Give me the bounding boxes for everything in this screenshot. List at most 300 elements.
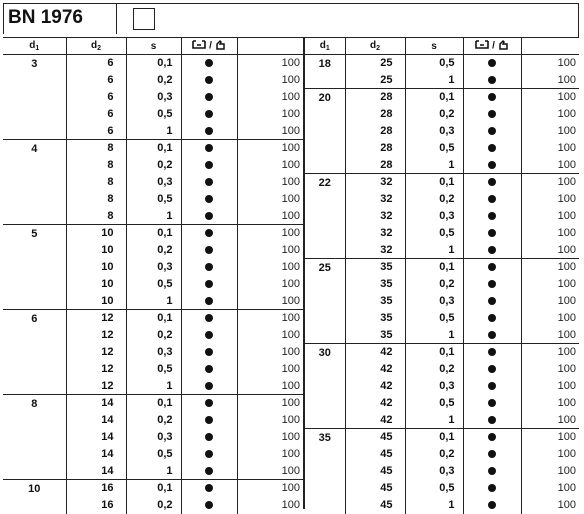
cell-availability [463,208,521,225]
cell-d2: 35 [345,327,405,344]
cell-d2: 28 [345,123,405,140]
header-qty [237,38,303,55]
table-row [305,276,579,293]
availability-dot-icon [205,280,213,288]
availability-dot-icon [205,399,213,407]
cell-availability [463,157,521,174]
cell-s: 0,2 [126,72,181,89]
cell-availability [181,497,237,514]
cell-availability [181,55,237,72]
cell-d2: 8 [66,191,126,208]
table-row [305,395,579,412]
cell-qty: 100 [281,74,300,86]
table-row [305,157,579,174]
availability-dot-icon [205,212,213,220]
header-packaging: / [463,38,521,55]
cell-d2: 32 [345,191,405,208]
availability-dot-icon [205,195,213,203]
cell-availability [181,72,237,89]
cell-d2: 14 [66,395,126,412]
cell-availability [463,293,521,310]
cell-s: 0,1 [126,395,181,412]
cell-d2: 14 [66,412,126,429]
header-s: s [405,38,463,55]
cell-d2: 10 [66,293,126,310]
cell-availability [181,361,237,378]
header-s: s [126,38,181,55]
cell-qty: 100 [281,464,300,477]
cell-availability [181,463,237,480]
cell-availability [463,55,521,72]
cell-qty: 100 [281,193,300,205]
cell-qty: 100 [521,259,579,276]
cell-d2: 45 [345,497,405,514]
cell-qty: 100 [557,397,576,409]
cell-availability [181,327,237,344]
cell-s: 0,3 [126,89,181,106]
header-d1: $d_1$ [3,38,66,55]
cell-s: 1 [126,293,181,310]
availability-dot-icon [205,178,213,186]
cell-d2: 14 [66,463,126,480]
cell-d2: 42 [345,378,405,395]
availability-dot-icon [488,399,496,407]
cell-d2: 45 [345,463,405,480]
cell-d1: 35 [305,429,345,514]
cell-availability [181,412,237,429]
cell-qty: 100 [281,431,300,443]
cell-s: 0,2 [126,157,181,174]
availability-dot-icon [488,110,496,118]
cell-availability [181,259,237,276]
cell-s: 1 [126,463,181,480]
cell-availability [181,378,237,395]
cell-availability [463,344,521,361]
cell-s: 0,5 [405,480,463,497]
availability-dot-icon [488,161,496,169]
hand-icon [498,39,509,53]
cell-qty: 100 [521,429,579,446]
availability-dot-icon [205,127,213,135]
cell-s: 0,1 [405,429,463,446]
cell-s: 0,3 [405,293,463,310]
cell-s: 0,3 [126,259,181,276]
availability-dot-icon [488,348,496,356]
cell-qty: 100 [557,295,576,307]
cell-qty: 100 [557,380,576,392]
cell-d2: 12 [66,361,126,378]
availability-dot-icon [205,331,213,339]
cell-s: 0,5 [126,446,181,463]
cell-s: 1 [405,242,463,259]
cell-s: 0,5 [405,310,463,327]
availability-dot-icon [488,280,496,288]
cell-s: 0,5 [126,361,181,378]
table-row [305,327,579,344]
cell-qty: 100 [557,243,576,256]
cell-s: 0,5 [405,395,463,412]
availability-dot-icon [488,246,496,254]
cell-qty: 100 [557,142,576,154]
table-row [305,463,579,480]
availability-dot-icon [205,314,213,322]
header-d2: $d_2$ [66,38,126,55]
cell-s: 0,5 [405,140,463,157]
cell-qty: 100 [281,448,300,460]
cell-s: 1 [405,412,463,429]
cell-d2: 25 [345,72,405,89]
availability-dot-icon [488,501,496,509]
cell-qty: 100 [237,140,303,157]
cell-s: 0,1 [126,480,181,497]
cell-s: 0,1 [405,174,463,191]
cell-d2: 42 [345,361,405,378]
cell-s: 1 [405,157,463,174]
availability-dot-icon [488,331,496,339]
availability-dot-icon [205,382,213,390]
table-row [305,208,579,225]
cell-availability [463,497,521,514]
cell-availability [463,242,521,259]
cell-d2: 6 [66,106,126,123]
cell-availability [463,327,521,344]
cell-s: 0,1 [405,344,463,361]
cell-s: 0,1 [405,259,463,276]
table-row [305,412,579,429]
cell-qty: 100 [281,294,300,307]
cell-availability [463,361,521,378]
cell-d1: 20 [305,89,345,174]
table-row [305,293,579,310]
cell-availability [181,395,237,412]
availability-dot-icon [205,501,213,509]
cell-qty: 100 [281,278,300,290]
cell-availability [181,225,237,242]
availability-dot-icon [205,76,213,84]
cell-s: 0,2 [405,106,463,123]
cell-qty: 100 [557,278,576,290]
table-row [305,497,579,514]
availability-dot-icon [205,467,213,475]
table-row [305,140,579,157]
availability-dot-icon [488,76,496,84]
cell-s: 0,2 [405,276,463,293]
cell-s: 0,2 [126,242,181,259]
availability-dot-icon [488,297,496,305]
availability-dot-icon [205,484,213,492]
cell-s: 0,2 [405,191,463,208]
header-qty [521,38,579,55]
cell-availability [463,191,521,208]
cell-qty: 100 [281,124,300,137]
cell-qty: 100 [237,55,303,72]
cell-qty: 100 [281,261,300,273]
table-row [3,55,303,72]
table-row [305,55,579,72]
header-right-rule [578,3,579,37]
cell-d1: 18 [305,55,345,89]
availability-dot-icon [205,433,213,441]
cell-d2: 12 [66,310,126,327]
cell-availability [463,310,521,327]
cell-availability [463,446,521,463]
cell-availability [181,310,237,327]
cell-qty: 100 [521,344,579,361]
availability-dot-icon [488,484,496,492]
cell-qty: 100 [557,227,576,239]
cell-d2: 45 [345,480,405,497]
cell-qty: 100 [557,108,576,120]
cell-qty: 100 [281,379,300,392]
availability-dot-icon [488,365,496,373]
table-row [305,72,579,89]
cell-d2: 32 [345,242,405,259]
table-row [305,225,579,242]
cell-qty: 100 [281,209,300,222]
cell-d2: 25 [345,55,405,72]
availability-dot-icon [205,450,213,458]
cell-s: 0,1 [126,225,181,242]
cell-s: 0,3 [405,208,463,225]
cell-d2: 6 [66,55,126,72]
cell-qty: 100 [281,108,300,120]
cell-qty: 100 [557,363,576,375]
cell-d2: 16 [66,497,126,514]
table-row [305,191,579,208]
cell-d2: 6 [66,89,126,106]
cell-d2: 8 [66,140,126,157]
cell-d2: 12 [66,327,126,344]
availability-dot-icon [488,263,496,271]
cell-d2: 14 [66,429,126,446]
cell-s: 1 [405,327,463,344]
availability-dot-icon [205,144,213,152]
cell-s: 0,1 [126,55,181,72]
cell-availability [181,174,237,191]
cell-d2: 28 [345,140,405,157]
availability-dot-icon [488,59,496,67]
cell-availability [181,293,237,310]
cell-availability [463,378,521,395]
cell-availability [181,106,237,123]
cell-qty: 100 [557,413,576,426]
table-header-row [3,38,303,55]
availability-dot-icon [205,365,213,373]
cell-availability [181,344,237,361]
availability-dot-icon [488,229,496,237]
cell-d2: 42 [345,412,405,429]
cell-d1: 4 [3,140,66,225]
cell-qty: 100 [237,225,303,242]
cell-s: 0,5 [405,225,463,242]
cell-availability [181,429,237,446]
cell-d1: 8 [3,395,66,480]
cell-d2: 8 [66,208,126,225]
cell-d2: 32 [345,174,405,191]
cell-d1: 5 [3,225,66,310]
cell-availability [463,72,521,89]
cell-d1: 25 [305,259,345,344]
cell-s: 0,2 [126,412,181,429]
left-table [3,37,303,514]
cell-qty: 100 [237,310,303,327]
cell-s: 0,1 [405,89,463,106]
cell-s: 0,2 [126,327,181,344]
availability-dot-icon [205,246,213,254]
cell-d2: 35 [345,276,405,293]
cell-d2: 45 [345,446,405,463]
availability-dot-icon [205,161,213,169]
cell-d2: 32 [345,208,405,225]
cell-s: 0,2 [126,497,181,514]
cell-availability [463,174,521,191]
cell-qty: 100 [557,210,576,222]
cell-qty: 100 [557,448,576,460]
cell-s: 1 [405,497,463,514]
table-row [305,378,579,395]
cell-qty: 100 [557,465,576,477]
cell-d2: 6 [66,123,126,140]
cell-availability [181,208,237,225]
cell-qty: 100 [557,328,576,341]
cell-s: 0,3 [126,429,181,446]
table-row [3,140,303,157]
cell-s: 1 [405,72,463,89]
availability-dot-icon [205,263,213,271]
table-row [305,89,579,106]
cell-d2: 12 [66,378,126,395]
cell-d2: 6 [66,72,126,89]
cell-qty: 100 [557,73,576,86]
cell-availability [463,480,521,497]
cell-availability [181,89,237,106]
availability-dot-icon [488,382,496,390]
header-d1: $d_1$ [305,38,345,55]
cell-availability [463,259,521,276]
table-row [305,361,579,378]
cell-d2: 16 [66,480,126,497]
cell-availability [181,276,237,293]
header-packaging: / [181,38,237,55]
cell-d2: 14 [66,446,126,463]
cell-qty: 100 [281,159,300,171]
cell-d2: 28 [345,106,405,123]
cell-availability [181,242,237,259]
cell-availability [463,89,521,106]
table-row [3,395,303,412]
cell-s: 0,1 [126,140,181,157]
table-row [305,480,579,497]
cell-qty: 100 [237,395,303,412]
cell-qty: 100 [237,480,303,497]
availability-dot-icon [488,450,496,458]
cell-qty: 100 [281,329,300,341]
hand-icon [215,39,226,53]
right-table [305,37,579,514]
cell-qty: 100 [557,193,576,205]
cell-qty: 100 [281,244,300,256]
cell-qty: 100 [281,414,300,426]
cell-d2: 35 [345,293,405,310]
cell-d1: 22 [305,174,345,259]
cell-d2: 42 [345,344,405,361]
availability-dot-icon [488,212,496,220]
cell-availability [181,191,237,208]
cell-d2: 35 [345,259,405,276]
cell-availability [463,106,521,123]
availability-dot-icon [488,144,496,152]
table-row [305,429,579,446]
cell-d2: 10 [66,259,126,276]
cell-availability [463,412,521,429]
cell-qty: 100 [521,174,579,191]
table-row [305,446,579,463]
cell-d2: 42 [345,395,405,412]
table-row [3,480,303,497]
cell-qty: 100 [557,482,576,494]
table-row [305,174,579,191]
table-row [305,344,579,361]
availability-dot-icon [205,297,213,305]
availability-dot-icon [205,110,213,118]
cell-s: 0,1 [126,310,181,327]
availability-dot-icon [205,229,213,237]
cell-qty: 100 [557,312,576,324]
availability-dot-icon [488,93,496,101]
page-title: BN 1976 [8,7,83,28]
cell-s: 0,3 [126,344,181,361]
cell-s: 0,2 [405,446,463,463]
cell-qty: 100 [521,55,579,72]
cell-d1: 3 [3,55,66,140]
cell-s: 0,3 [405,378,463,395]
cell-availability [181,123,237,140]
box-icon [192,40,206,52]
header-top-rule [117,3,579,4]
availability-dot-icon [488,433,496,441]
table-row [305,242,579,259]
table-row [3,225,303,242]
cell-availability [181,157,237,174]
table-header-row [305,38,579,55]
availability-dot-icon [488,416,496,424]
availability-dot-icon [205,59,213,67]
cell-availability [463,276,521,293]
cell-qty: 100 [281,91,300,103]
cell-d1: 6 [3,310,66,395]
availability-dot-icon [488,178,496,186]
cell-s: 0,3 [405,123,463,140]
cell-qty: 100 [281,176,300,188]
availability-dot-icon [205,348,213,356]
cell-d2: 28 [345,157,405,174]
table-row [305,123,579,140]
cell-availability [463,395,521,412]
availability-dot-icon [488,314,496,322]
cell-s: 0,3 [126,174,181,191]
cell-d2: 45 [345,429,405,446]
cell-s: 0,5 [405,55,463,72]
checkbox-square-icon [133,8,155,30]
table-row [305,259,579,276]
cell-availability [463,123,521,140]
cell-s: 0,5 [126,276,181,293]
cell-d2: 10 [66,276,126,293]
cell-s: 0,3 [405,463,463,480]
table-row [3,310,303,327]
cell-d2: 35 [345,310,405,327]
cell-s: 0,5 [126,191,181,208]
